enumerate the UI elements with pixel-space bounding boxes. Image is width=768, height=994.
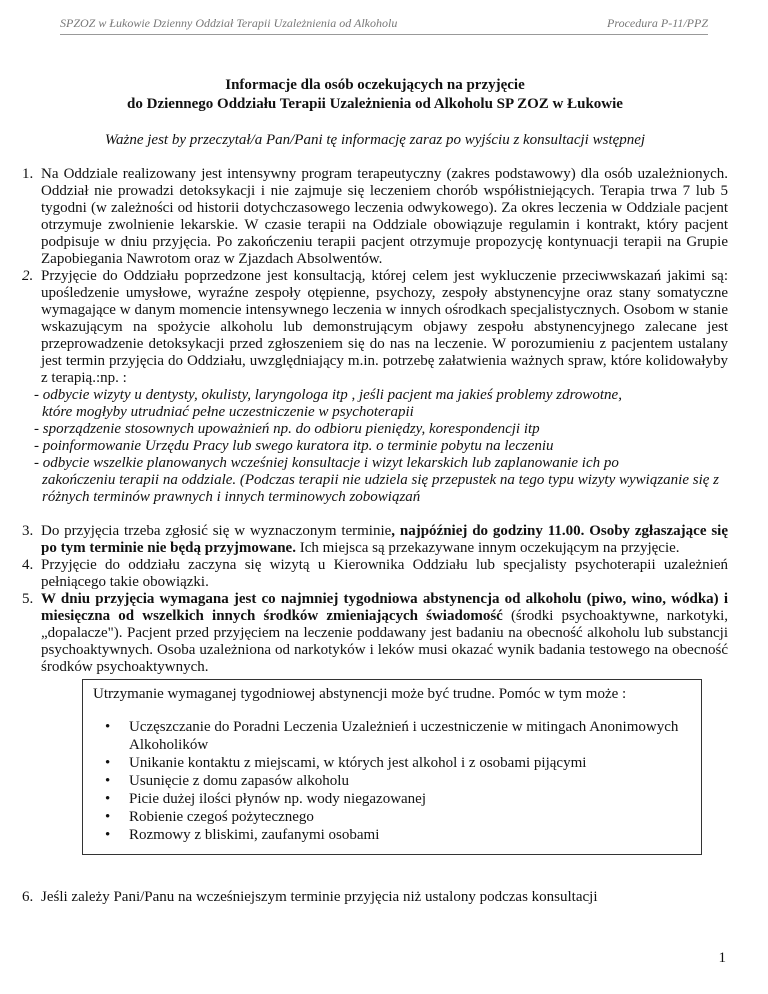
bullet-icon: • — [105, 827, 111, 843]
item-number: 3. — [22, 523, 34, 539]
list-item-4 — [22, 557, 728, 591]
bullet-icon: • — [105, 809, 111, 825]
item-number: 2. — [22, 268, 34, 284]
item-text: Na Oddziale realizowany jest intensywny program terapeutyczny (zakres podstawowy) dla osób uzależnionych. Oddział nie prowadzi detoksykacji i nie zajmuje się leczeniem chorób współistniejących. Terapia trwa 7 lub 5 tygodni (w zależności od historii dotychczasowego leczenia odwykowego). Za okres leczenia w Oddziale pacjent otrzymuje zwolnienie lekarskie. W czasie terapii na Oddziale obowiązuje regulamin i kontrakt, który pacjent podpisuje w dniu przyjęcia. Po zakończeniu terapii pacjent otrzymuje propozycję kontynuacji terapii na Grupie Zapobiegania Nawrotom oraz w Zjazdach Absolwentów. — [41, 166, 728, 267]
item-number: 6. — [22, 889, 34, 905]
page-header — [60, 16, 708, 35]
bullet-icon: • — [105, 791, 111, 807]
document-subtitle: Ważne jest by przeczytał/a Pan/Pani tę informację zaraz po wyjściu z konsultacji wstępnej — [104, 132, 646, 148]
tip-item: • Uczęszczanie do Poradni Leczenia Uzależnień i uczestniczenie w mitingach Anonimowych Alkoholików — [105, 719, 679, 753]
page-number: 1 — [718, 950, 726, 966]
dash-item: - poinformowanie Urzędu Pracy lub swego kuratora itp. o terminie pobytu na leczeniu — [34, 438, 554, 454]
item-text: Jeśli zależy Pani/Panu na wcześniejszym terminie przyjęcia niż ustalony podczas konsultacji — [41, 889, 598, 905]
dash-item: - odbycie wizyty u dentysty, okulisty, laryngologa itp , jeśli pacjent ma jakieś problemy zdrowotne, które mogłyby utrudniać pełne uczestniczenie w psychoterapii — [34, 387, 622, 420]
item-text: Przyjęcie do oddziału zaczyna się wizytą u Kierownika Oddziału lub specjalisty psychoterapii uzależnień pełniącego takie obowiązki. — [41, 557, 728, 590]
dash-item: - odbycie wszelkie planowanych wcześniej konsultacje i wizyt lekarskich lub zaplanowanie ich po zakończeniu terapii na oddziale. (Podczas terapii nie udziela się przepustek na tego typu wizyty wywiązanie się z różnych terminów prawnych i innych terminowych zobowiązań — [34, 455, 719, 505]
bullet-icon: • — [105, 773, 111, 789]
tip-item: • Picie dużej ilości płynów np. wody niegazowanej — [105, 791, 427, 807]
box-intro: Utrzymanie wymaganej tygodniowej abstynencji może być trudne. Pomóc w tym może : — [93, 686, 627, 702]
item-text: W dniu przyjęcia wymagana jest co najmniej tygodniowa abstynencja od alkoholu (piwo, wino, wódka) i miesięczna od wszelkich innych środków zmieniających świadomość (środki psychoaktywne, narkotyki, „dopalacze"). Pacjent przed przyjęciem na leczenie poddawany jest badaniu na obecność alkoholu lub substancji psychoaktywnych. Osoba uzależniona od narkotyków i leków musi okazać wynik badania testowego na obecność środków psychoaktywnych. — [41, 591, 728, 675]
list-item-1 — [22, 166, 728, 268]
list-item-2 — [22, 268, 728, 387]
tip-item: • Unikanie kontaktu z miejscami, w których jest alkohol i z osobami pijącymi — [105, 755, 587, 771]
list-item-5 — [22, 591, 728, 676]
item-text: Przyjęcie do Oddziału poprzedzone jest konsultacją, której celem jest wykluczenie przeciwwskazań jakimi są: upośledzenie umysłowe, wyraźne zespoły otępienne, psychozy, zespoły abstynencyjne oraz stany somatyczne wymagające w danym momencie intensywnego leczenia w innych ośrodkach specjalistycznych. Osobom w stanie wskazującym na spożycie alkoholu lub demonstrującym objawy zespołu abstynencyjnego zalecane jest przeprowadzenie detoksykacji przed zgłoszeniem się do nas na leczenie. W porozumieniu z pacjentem ustalany jest termin przyjęcia do Oddziału, uwzględniający m.in. potrzebę załatwienia ważnych spraw, które kolidowałyby z terapią.:np. : — [41, 268, 728, 386]
dash-item: - sporządzenie stosownych upoważnień np. do odbioru pieniędzy, korespondencji itp — [34, 421, 540, 437]
item-number: 1. — [22, 166, 34, 182]
bullet-icon: • — [105, 719, 111, 735]
item-text: Do przyjęcia trzeba zgłosić się w wyznaczonym terminie, najpóźniej do godziny 11.00. Osoby zgłaszające się po tym terminie nie będą przyjmowane. Ich miejsca są przekazywane innym oczekującym na przyjęcie. — [41, 523, 728, 556]
title-line-2: do Dziennego Oddziału Terapii Uzależnienia od Alkoholu SP ZOZ w Łukowie — [127, 96, 623, 112]
tip-item: • Rozmowy z bliskimi, zaufanymi osobami — [105, 827, 380, 843]
list-item-3 — [22, 523, 728, 557]
tip-item: • Robienie czegoś pożytecznego — [105, 809, 314, 825]
document-title — [22, 76, 728, 114]
dash-list — [22, 387, 728, 506]
document-body — [22, 76, 728, 906]
abstinence-tips-box — [82, 679, 702, 855]
list-item-6 — [22, 889, 728, 906]
header-institution: SPZOZ w Łukowie Dzienny Oddział Terapii Uzależnienia od Alkoholu — [60, 16, 398, 30]
header-procedure: Procedura P-11/PPZ — [607, 16, 708, 30]
tip-item: • Usunięcie z domu zapasów alkoholu — [105, 773, 349, 789]
item-number: 5. — [22, 591, 34, 607]
title-line-1: Informacje dla osób oczekujących na przyjęcie — [225, 77, 525, 93]
tips-list — [93, 718, 691, 844]
bullet-icon: • — [105, 755, 111, 771]
item-number: 4. — [22, 557, 34, 573]
